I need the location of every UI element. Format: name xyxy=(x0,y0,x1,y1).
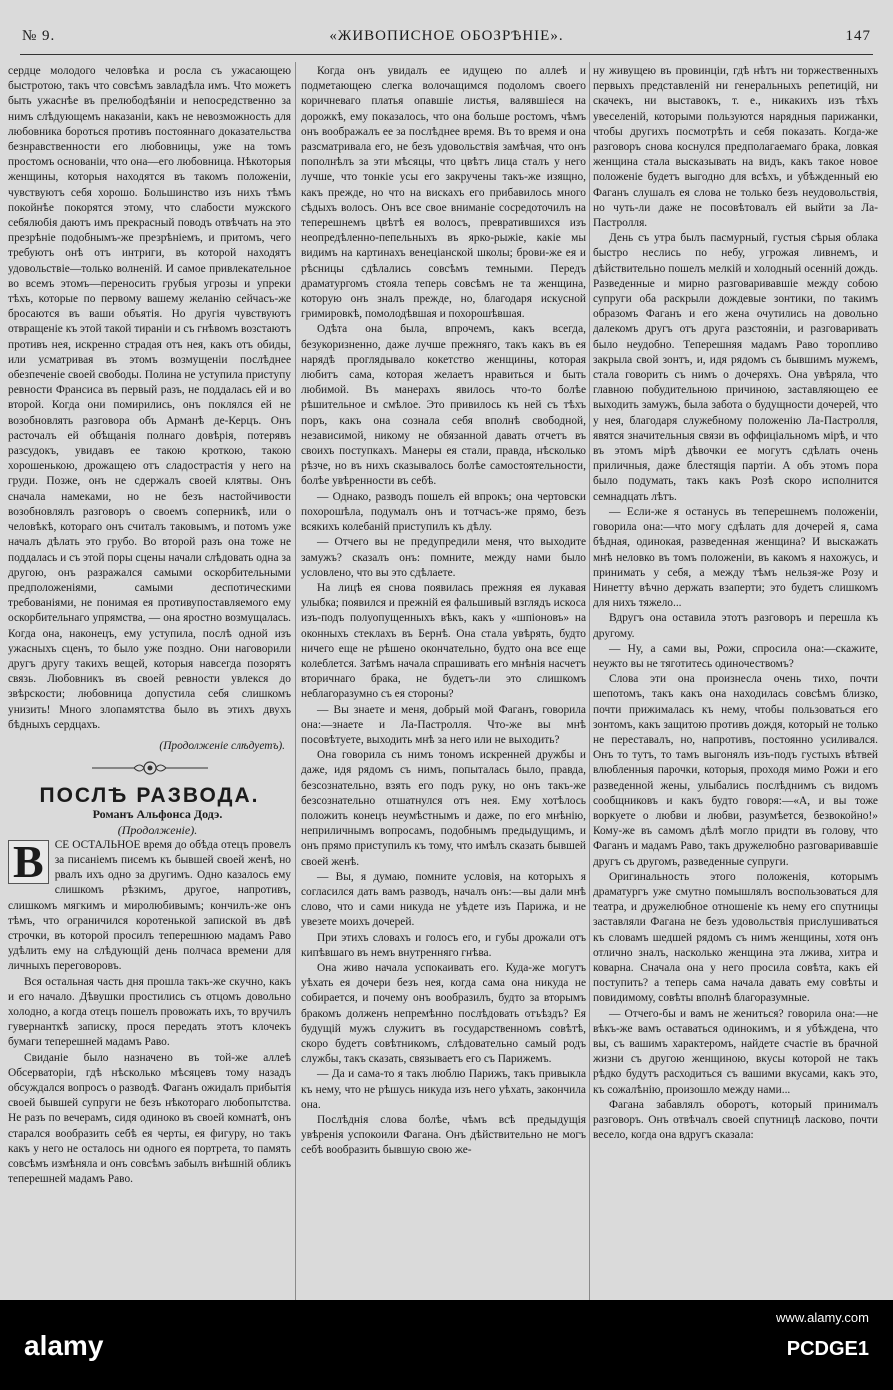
paragraph: На лицѣ ея снова появилась прежняя ея лукавая улыбка; появился и прежній ея фальшивый взглядъ искоса изъ-подъ полуопущенныхъ вѣкъ, какъ у «шпіоновъ» на оконныхъ стеклахъ въ Бернѣ. Она стала увѣрять, будто ничего еще не рѣшено окончательно, будто она все еще колеблется. Затѣмъ начала спрашивать его мнѣнія насчетъ вторичнаго брака, не будетъ-ли это слишкомъ неблагоразумно съ ея стороны? xyxy=(301,581,586,701)
story-note: (Продолженіе). xyxy=(117,822,198,837)
column-divider xyxy=(589,62,590,1300)
story-paragraph: Вся остальная часть дня прошла такъ-же скучно, какъ и его начало. Дѣвушки простились съ отцомъ довольно холодно, а когда отецъ пошелъ провожать ихъ, то вручилъ гувернанткѣ записку, прося передать этотъ клочекъ бумаги теперешней мадамъ Раво. xyxy=(8,975,291,1049)
ornament-divider xyxy=(8,760,291,778)
paragraph: При этихъ словахъ и голосъ его, и губы дрожали отъ кипѣвшаго въ немъ внутренняго гнѣва. xyxy=(301,931,586,959)
column-3 xyxy=(593,64,878,1300)
header-rule xyxy=(20,54,873,55)
paragraph: Она говорила съ нимъ тономъ искренней дружбы и даже, идя рядомъ съ нимъ, попыталась было, правда, безсознательно, взять его подъ руку, но онъ такъ-же безсознательно отшатнулся отъ нея. Ему хотѣлось положить конецъ неумѣстнымъ и даже, по его мнѣнію, неприличнымъ вопросамъ, подобнымъ предыдущимъ, и онъ прямо приступилъ къ тому, что имѣлъ сказать бывшей своей женѣ. xyxy=(301,749,586,868)
journal-title: «ЖИВОПИСНОЕ ОБОЗРѢНІЕ». xyxy=(329,28,564,44)
drop-cap: В xyxy=(8,840,49,884)
story-byline: Романъ Альфонса Додэ. xyxy=(92,807,223,822)
column-1 xyxy=(8,64,291,1300)
paragraph: Когда онъ увидалъ ее идущею по аллеѣ и подметающею слегка волочащимся подоломъ своего коричневаго платья опавшіе листья, валявшіеся на дорожкѣ, ему показалось, что она больше ростомъ, чѣмъ онъ воображалъ ее за послѣднее время. Въ то время и она разсматривала его, не безъ удовольствія замѣчая, что онъ пополнѣлъ за эти мѣсяцы, что цвѣтъ лица сталъ у него лучше, что тонкіе усы его закручены такъ-же изящно, какъ прежде, но что на вискахъ его прибавилось много сѣдыхъ волосъ. Онъ все свое вниманіе сосредоточилъ на теперешнемъ цвѣтѣ ея волосъ, превратившихся изъ неопредѣленно-пепельныхъ въ ярко-рыжіе, какіе мы видимъ на картинахъ венеціанской школы; брови-же ея и рѣсницы сдѣлались совсѣмъ темными. Передъ драматургомъ стояла теперь совсѣмъ не та женщина, которую онъ зналъ прежде, но, благодаря искусной гримировкѣ, помолодѣвшая и похорошѣвшая. xyxy=(301,65,586,321)
paragraph: Одѣта она была, впрочемъ, какъ всегда, безукоризненно, даже лучше прежняго, такъ какъ въ ея нарядѣ проглядывало кокетство женщины, которая любитъ сама, которая желаетъ нравиться и быть любимой. Въ манерахъ явилось что-то болѣе рѣшительное и смѣлое. Это привилось къ ней съ тѣхъ поръ, какъ она сознала себя вполнѣ свободной, независимой, никому не обязанной давать отчетъ въ своихъ поступкахъ. Манеры ея стали, правда, нѣсколько рѣзче, но въ нихъ сказывалось болѣе самостоятельности, болѣе увѣренности въ себѣ. xyxy=(301,323,586,488)
paragraph: — Да и сама-то я такъ люблю Парижъ, такъ привыкла къ нему, что не рѣшусь никуда изъ него уѣхать, закончила она. xyxy=(301,1068,586,1111)
story-paragraph: В СЕ ОСТАЛЬНОЕ время до обѣда отецъ провелъ за писаніемъ писемъ къ бывшей своей женѣ, но рвалъ ихъ одно за другимъ. Одно казалось ему слишкомъ рѣзкимъ, другое, напротивъ, слишкомъ мягкимъ и миролюбивымъ; кончилъ-же онъ тѣмъ, что ограничился коротенькой запиской въ двѣ строчки, въ которой просилъ теперешнюю мадамъ Раво удѣлить ему на слѣдующій день полчаса времени для личныхъ переговоровъ. xyxy=(8,835,291,973)
paragraph: — Однако, разводъ пошелъ ей впрокъ; она чертовски похорошѣла, подумалъ онъ и тотчасъ-же прямо, безъ всякихъ колебаній приступилъ къ дѣлу. xyxy=(301,490,586,534)
paragraph: — Ну, а сами вы, Рожи, спросила она:—скажите, неужто вы не тяготитесь одиночествомъ? xyxy=(593,642,878,670)
paragraph: День съ утра былъ пасмурный, густыя сѣрыя облака быстро неслись по небу, угрожая ливнемъ, и дѣйствительно пошелъ мелкій и холодный осенній дождь. Разведенные и мирно разговаривавшіе между собою супруги оба раскрыли дождевые зонтики, по такимъ образомъ Фаганъ и его жена очутились на довольно далекомъ другъ отъ друга разстояніи, и разговаривать было неудобно. Теперешняя мадамъ Раво торопливо закрыла свой зонтъ, и, идя рядомъ съ бывшимъ мужемъ, стала говорить съ нимъ о дочеряхъ. Она увѣряла, что главною побудительною причиною, заставляющею ее выходить замужъ, была забота о будущности дочерей, что у нея, благодаря служебному положенію Ла-Пастролля, явятся значительныя связи въ оффиціальномъ мірѣ, и что въ этомъ мірѣ дѣвочки ее могутъ сдѣлать очень приличныя, даже блестящія партіи. А объ этомъ пора было подумать, такъ какъ Розѣ скоро исполнится семнадцать лѣтъ. xyxy=(593,232,878,503)
watermark-bar xyxy=(0,1300,893,1390)
column-2 xyxy=(301,64,586,1300)
paragraph: сердце молодого человѣка и росла съ ужасающею быстротою, такъ что совсѣмъ завладѣла имъ. Что можетъ быть ужаснѣе въ прелюбодѣяніи и непосредственно за нимъ слѣдующемъ наказаніи, какъ не невозможность для любовника бороться противъ постояннаго доказательства безнравственности его любовницы, уже на томъ простомъ основаніи, что она—его любовница. Нѣкоторыя женщины, которыя находятся въ такомъ положеніи, чувствуютъ себя хорошо. Большинство изъ нихъ тѣмъ покойнѣе покорятся этому, что слабости мужского себялюбія даютъ имъ прекрасный поводъ отвѣчать на это презрѣніе подобнымъ-же презрѣніемъ, и притомъ, чего требуютъ онѣ отъ интриги, въ которой находятъ удовольствіе—только волненій. И самое привлекательное во всемъ этомъ—переносить грубыя угрозы и упреки тѣхъ, которые по первому вашему желанію сейчасъ-же бросаются въ ваши объятія. Но другія чувствуютъ отвращеніе къ этой такой тираніи и съ гнѣвомъ возстаютъ противъ нея, искренно страдая отъ нея, какъ отъ обиды, или усматривая въ этомъ возмущеніи послѣднее обезпеченіе своей свободы. Полина не уступила приступу ревности Франсиса въ первый разъ, не поддалась ей и во второй. Когда они помирились, онъ поклялся ей не возобновлять разговора объ Арманѣ де-Керцъ. Онъ расточалъ ей обѣщанія полнаго довѣрія, потерявъ разсудокъ, увидавъ ее такою кроткою, такою хорошенькою, дрожащею отъ сладострастія у него на груди. Позже, онъ не сдержалъ своей клятвы. Онъ сначала намеками, но не безъ настойчивости возобновлялъ разговоръ о своемъ соперникѣ, или о человѣкѣ, котораго онъ считалъ таковымъ, и потомъ уже началъ дѣлать это грубо. Во второй разъ она тоже не поддалась и съ этой поры сцены начали слѣдовать одна за другою, онъ разражался самыми оскорбительными предположеніями, самыми деспотическими требованіями, не понимая ея противупоставляемого ему оскорбительнаго упрямства, — она яростно возмущалась. Когда она, наконецъ, ему уступила, послѣ одной изъ ужасныхъ сценъ, то было уже поздно. Они наговорили другъ другу такихъ вещей, которыя навсегда позорятъ связь. Любовникъ въ своей ревности увлекся до звѣрскости; любовница допустила себя слишкомъ унизить! Много злопамятства было въ этихъ двухъ бѣдныхъ сердцахъ. xyxy=(8,65,291,731)
paragraph: — Вы, я думаю, помните условія, на которыхъ я согласился дать вамъ разводъ, началъ онъ:—вы дали мнѣ слово, что и сами никуда не уѣдете изъ Парижа, и не увезете моихъ дочерей. xyxy=(301,870,586,929)
paragraph: — Вы знаете и меня, добрый мой Фаганъ, говорила она:—знаете и Ла-Пастролля. Что-же вы мнѣ посовѣтуете, выходить мнѣ за него или не выходить? xyxy=(301,703,586,746)
story-paragraph: Свиданіе было назначено въ той-же аллеѣ Обсерваторіи, гдѣ нѣсколько мѣсяцевъ тому назадъ обсуждался вопросъ о разводѣ. Фаганъ ожидалъ прибытія своей бывшей супруги не безъ нѣкотораго любопытства. Не разъ по вечерамъ, сидя одиноко въ своей комнатѣ, онъ старался вообразить себѣ ея черты, ея фигуру, но такъ какъ у него не осталось ни одного ея портрета, то память совсѣмъ измѣняла и онъ совсѣмъ забылъ внѣшній обликъ теперешней мадамъ Раво. xyxy=(8,1051,291,1186)
issue-number: № 9. xyxy=(22,28,56,44)
paragraph: Она живо начала успокаивать его. Куда-же могутъ уѣхать ея дочери безъ нея, когда сама она никуда не собирается, и почему онъ вообразилъ, будто за вторымъ бракомъ долженъ непремѣнно послѣдовать отъѣздъ? Ея будущій мужъ служитъ въ государственномъ совѣтѣ, скоро будетъ совѣтникомъ, слѣдовательно самый родъ службы, такъ сказать, связываетъ его съ Парижемъ. xyxy=(301,961,586,1066)
watermark-url: www.alamy.com xyxy=(776,1310,869,1325)
paragraph: ну живущею въ провинціи, гдѣ нѣтъ ни торжественныхъ первыхъ представленій ни генеральныхъ репетицій, ни скачекъ, ни выставокъ, т. е., никакихъ изъ тѣхъ увеселеній, которыми пользуются нарядныя парижанки, чтобы другихъ посмотрѣть и себя показать. Когда-же разговоръ снова коснулся предполагаемаго брака, ловкая женщина стала высказывать на видъ, какъ такое новое положеніе будетъ выгодно для всѣхъ, и убѣжденный ею Фаганъ слушалъ ея слова не только безъ неудовольствія, но чуть-ли даже не посовѣтовалъ ей выйти за Ла-Пастролля. xyxy=(593,65,878,230)
paragraph: Фагана забавлялъ оборотъ, который принималъ разговоръ. Онъ отвѣчалъ своей спутницѣ ласково, почти весело, когда она вдругъ сказала: xyxy=(593,1098,878,1142)
watermark-id: PCDGE1 xyxy=(786,1338,869,1360)
paragraph: — Отчего-бы и вамъ не жениться? говорила она:—не вѣкъ-же вамъ оставаться одинокимъ, и я убѣждена, что вы, съ вашимъ характеромъ, найдете счастіе въ брачной жизни съ другою женщиною, вкусы которой не такъ рѣдко будутъ расходиться съ вашими вкусами, какъ это, къ сожалѣнію, произошло между нами... xyxy=(593,1007,878,1096)
watermark-logo: alamy xyxy=(24,1330,104,1361)
continued-note: (Продолженіе слѣдуетъ). xyxy=(159,739,285,752)
paragraph: Послѣднія слова болѣе, чѣмъ всѣ предыдущія увѣренія успокоили Фагана. Онъ дѣйствительно не могъ себѣ вообразить бывшую свою же- xyxy=(301,1114,586,1157)
story-title: ПОСЛѢ РАЗВОДА. xyxy=(39,784,260,808)
page-header xyxy=(18,22,875,48)
paragraph: — Если-же я останусь въ теперешнемъ положеніи, говорила она:—что могу сдѣлать для дочерей я, сама бѣдная, одинокая, разведенная женщина? И выскажать мнѣ неловко въ томъ положеніи, въ какомъ я нахожусь, и принимать у себя, а между тѣмъ нельзя-же Розу и Нинетту вѣчно держать взаперти; это будетъ слишкомъ для нихъ тяжело... xyxy=(593,505,878,610)
paragraph: Слова эти она произнесла очень тихо, почти шепотомъ, такъ какъ она находилась совсѣмъ близко, почти прижималась къ нему, чтобы пользоваться его зонтомъ, какъ защитою противъ дождя, который не только не переставалъ, но, напротивъ, постоянно усиливался. Онъ то тутъ, то тамъ выгонялъ изъ-подъ густыхъ вѣтвей влюбленныя парочки, которыя, проходя мимо Рожи и его разведенной жены, улыбались послѣднимъ съ видомъ сообщниковъ и какъ будто говоря:—«А, и вы тоже воркуете о любви и любви, разумѣется, безвокойно!» Кому-же въ самомъ дѣлѣ могло придти въ голову, что Фаганъ и мадамъ Раво, такъ дружелюбно разговаривавшіе другъ съ другомъ, разведенные супруги. xyxy=(593,673,878,868)
column-divider xyxy=(295,62,296,1300)
paragraph: Вдругъ она оставила этотъ разговоръ и перешла къ другому. xyxy=(593,612,878,640)
paragraph: Оригинальность этого положенія, которымъ драматургъ уже смутно помышлялъ воспользоваться для театра, и дружелюбное отношеніе къ нему его спутницы заставляли Фагана не безъ удовольствія прислушиваться къ словамъ шедшей рядомъ съ нимъ женщины, хотя онъ отлично зналъ, насколько женщина эта лжива, хитра и коварна. Сначала она у него просила совѣта, какъ ей поступить? а теперь сама начала давать ему совѣты и повидимому, совѣты вполнѣ благоразумные. xyxy=(593,870,878,1005)
paragraph: — Отчего вы не предупредили меня, что выходите замужъ? сказалъ онъ: помните, между нами было условлено, что вы это сдѣлаете. xyxy=(301,536,586,579)
page-number: 147 xyxy=(845,28,871,44)
